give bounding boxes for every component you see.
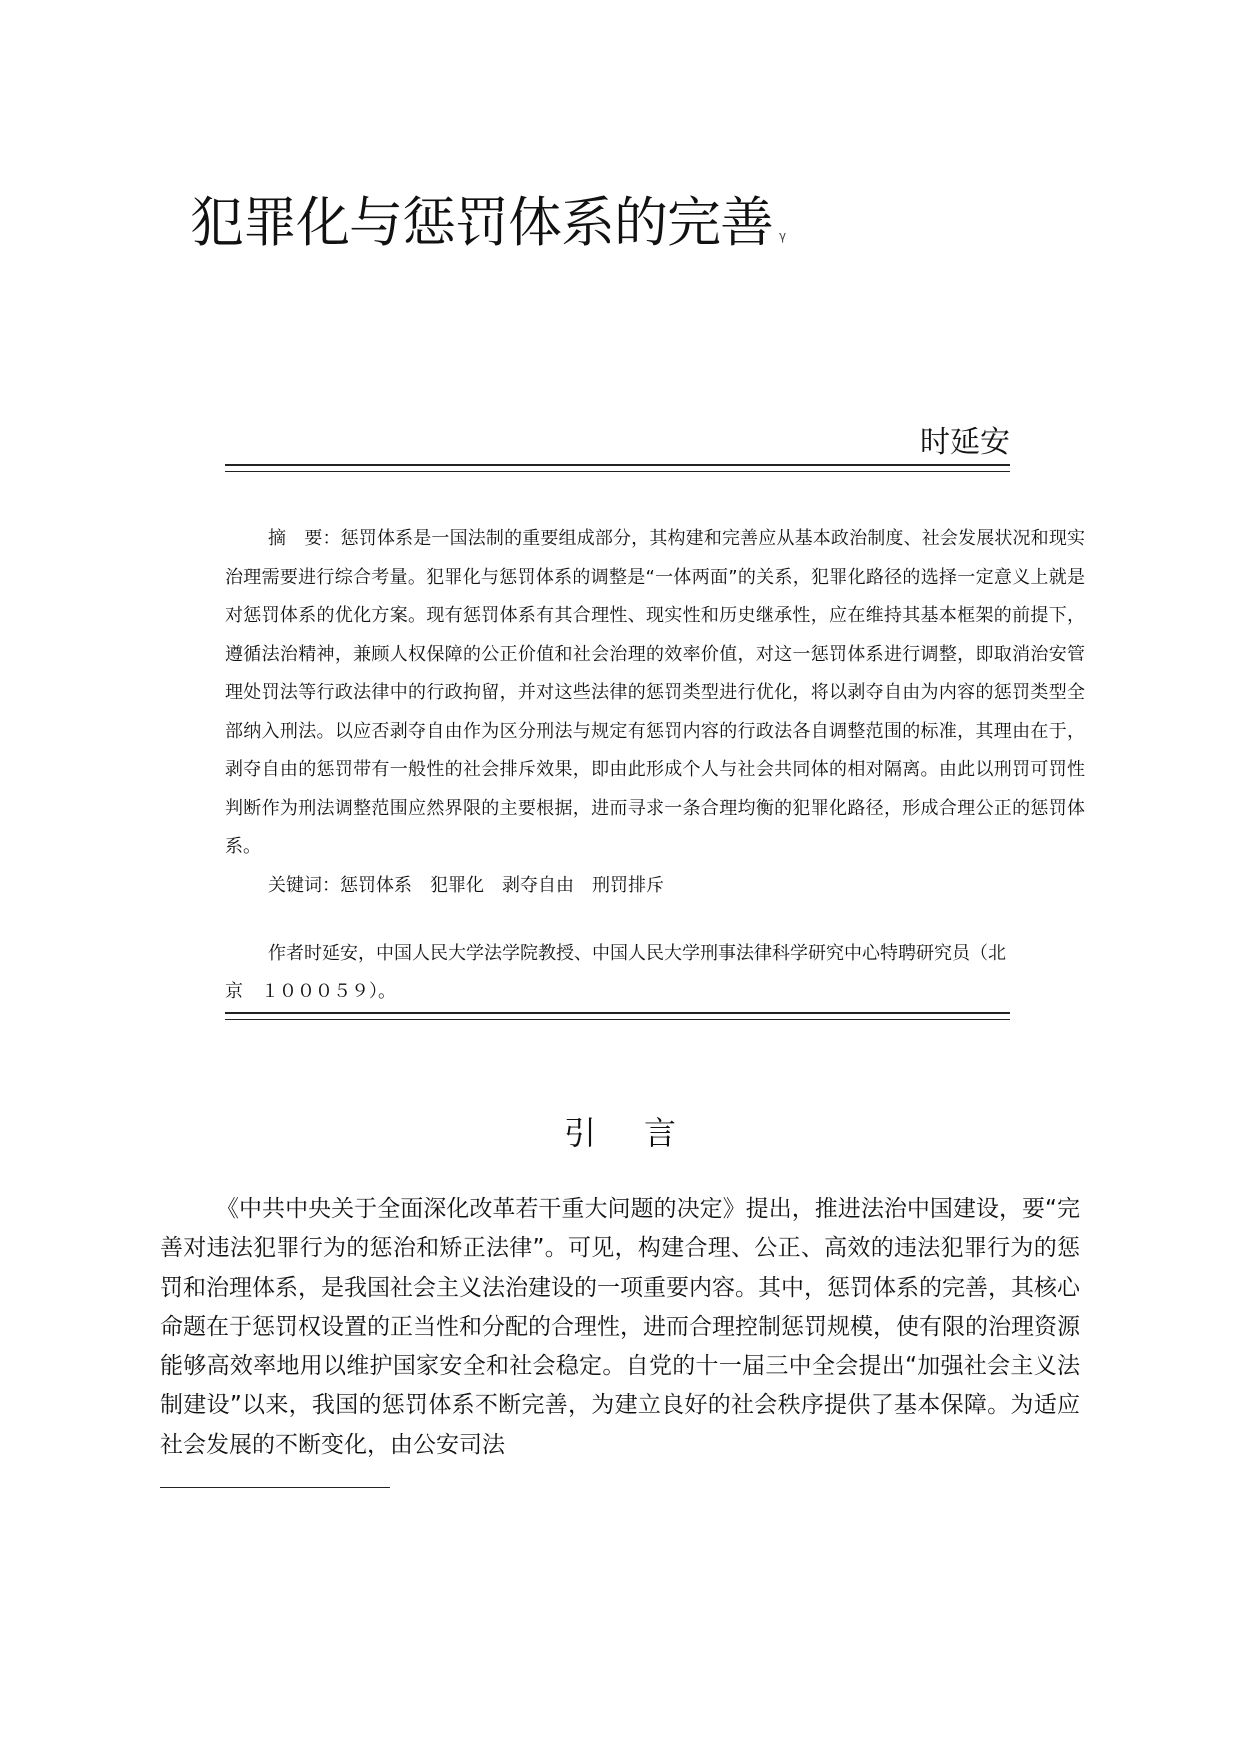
keywords-line — [225, 867, 1085, 906]
author-note — [225, 935, 1085, 1011]
bottom-double-rule — [225, 1012, 1010, 1020]
keyword: 刑罚排斥 — [592, 874, 664, 896]
article-title-text: 犯罪化与惩罚体系的完善 — [190, 191, 773, 254]
keyword: 惩罚体系 — [340, 874, 412, 896]
abstract-paragraph — [225, 520, 1085, 867]
article-title — [190, 191, 786, 254]
section-heading: 引言 — [563, 1114, 724, 1152]
footnote-rule — [160, 1487, 390, 1488]
abstract-section — [225, 520, 1085, 905]
keywords-label: 关键词： — [268, 874, 340, 896]
abstract-text: 惩罚体系是一国法制的重要组成部分，其构建和完善应从基本政治制度、社会发展状况和现实治理需要进行综合考量。犯罪化与惩罚体系的调整是“一体两面”的关系，犯罪化路径的选择一定意义上就是对惩罚体系的优化方案。现有惩罚体系有其合理性、现实性和历史继承性，应在维持其基本框架的前提下，遵循法治精神，兼顾人权保障的公正价值和社会治理的效率价值，对这一惩罚体系进行调整，即取消治安管理处罚法等行政法律中的行政拘留，并对这些法律的惩罚类型进行优化，将以剥夺自由为内容的惩罚类型全部纳入刑法。以应否剥夺自由作为区分刑法与规定有惩罚内容的行政法各自调整范围的标准，其理由在于，剥夺自由的惩罚带有一般性的社会排斥效果，即由此形成个人与社会共同体的相对隔离。由此以刑罚可罚性判断作为刑法调整范围应然界限的主要根据，进而寻求一条合理均衡的犯罪化路径，形成合理公正的惩罚体系。 — [225, 528, 1085, 857]
footnote-marker: γ — [779, 229, 786, 243]
author-name: 时延安 — [920, 425, 1010, 460]
body-paragraph: 《中共中央关于全面深化改革若干重大问题的决定》提出，推进法治中国建设，要“完善对违法犯罪行为的惩治和矫正法律”。可见，构建合理、公正、高效的违法犯罪行为的惩罚和治理体系，是我国社会主义法治建设的一项重要内容。其中，惩罚体系的完善，其核心命题在于惩罚权设置的正当性和分配的合理性，进而合理控制惩罚规模，使有限的治理资源能够高效率地用以维护国家安全和社会稳定。自党的十一届三中全会提出“加强社会主义法制建设”以来，我国的惩罚体系不断完善，为建立良好的社会秩序提供了基本保障。为适应社会发展的不断变化，由公安司法 — [160, 1196, 1080, 1458]
abstract-label: 摘 要： — [268, 528, 341, 549]
top-double-rule — [225, 464, 1010, 472]
author-note-line: 京 １０００５９）。 — [225, 981, 396, 1002]
keyword: 剥夺自由 — [502, 874, 574, 896]
author-note-line: 作者时延安，中国人民大学法学院教授、中国人民大学刑事法律科学研究中心特聘研究员（北 — [268, 943, 1006, 964]
keyword: 犯罪化 — [430, 874, 484, 896]
body-text — [160, 1190, 1080, 1465]
